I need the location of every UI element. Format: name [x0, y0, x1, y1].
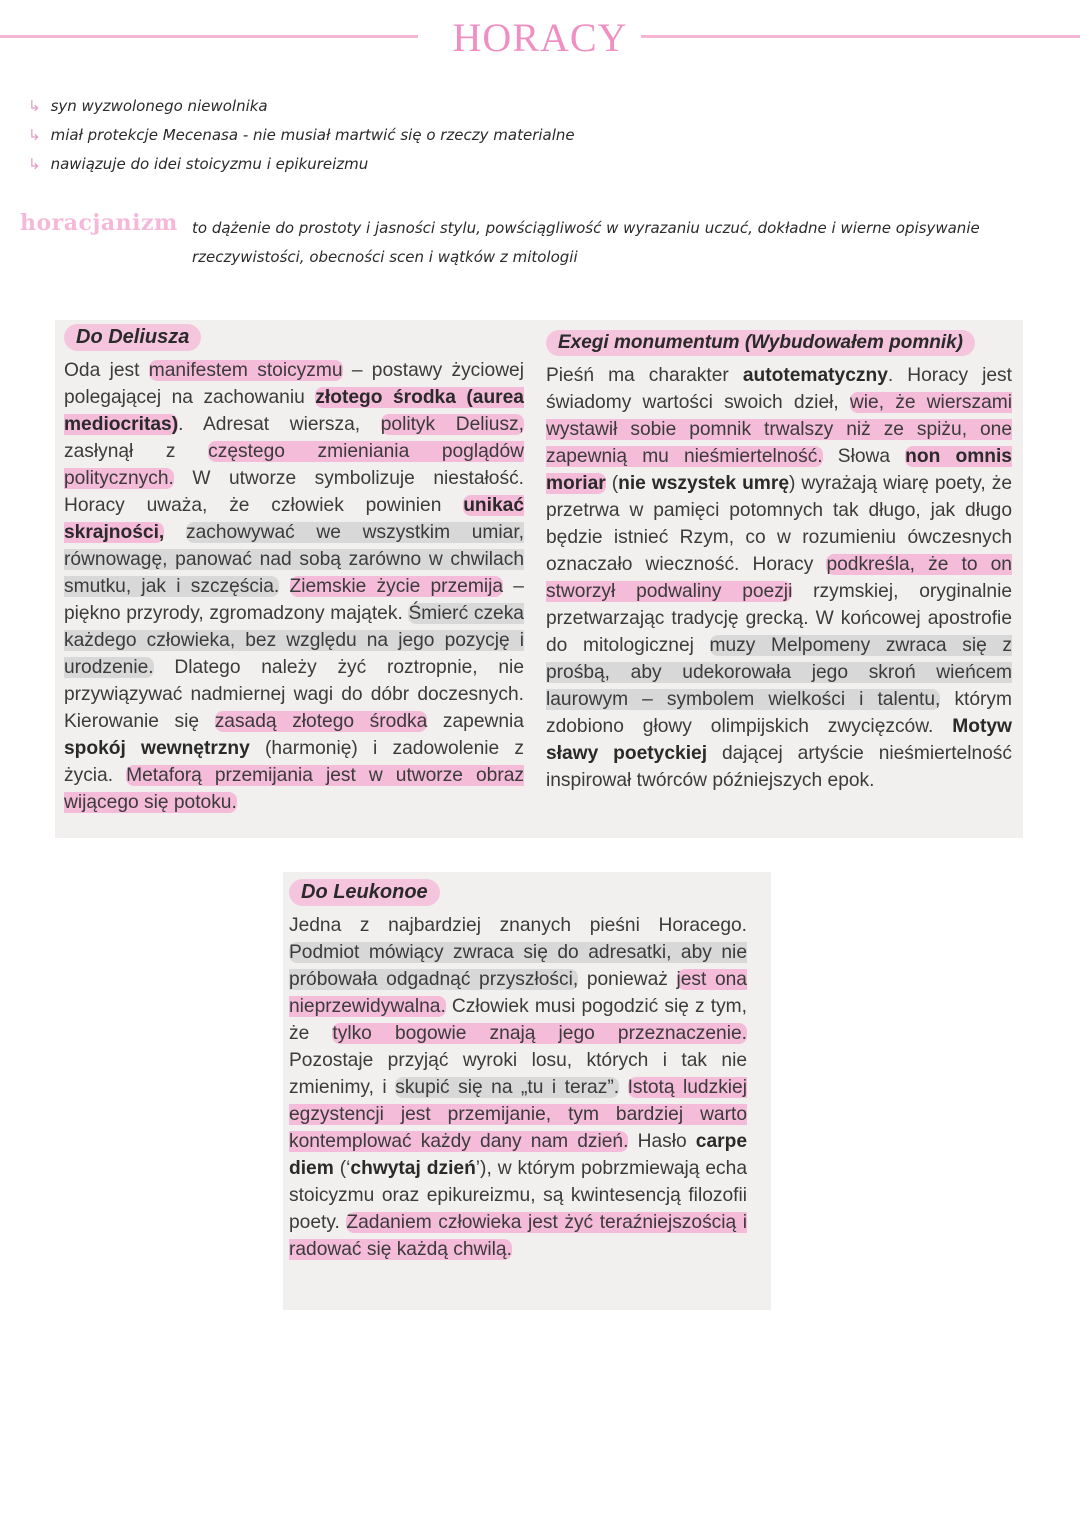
arrow-icon: ↳ — [28, 126, 41, 144]
arrow-icon: ↳ — [28, 155, 41, 173]
biography-notes — [28, 92, 575, 179]
page-title: HORACY — [0, 14, 1080, 61]
card-body: Oda jest manifestem stoicyzmu – postawy życiowej polegającej na zachowaniu złotego środka (aurea mediocritas). Adresat wiersza, polityk Deliusz, zasłynął z częstego zmieniania poglądów politycznych. W utworze symbolizuje niestałość. Horacy uważa, że człowiek powinien unikać skrajności, zachowywać we wszystkim umiar, równowagę, panować nad sobą zarówno w chwilach smutku, jak i szczęścia. Ziemskie życie przemija – piękno przyrody, zgromadzony majątek. Śmierć czeka każdego człowieka, bez względu na jego pozycję i urodzenie. Dlatego należy żyć roztropnie, nie przywiązywać nadmiernej wagi do dóbr doczesnych. Kierowanie się zasadą złotego środka zapewnia spokój wewnętrzny (harmonię) i zadowolenie z życia. Metaforą przemijania jest w utworze obraz wijącego się potoku. — [64, 360, 524, 813]
card-do-deliusza — [64, 324, 524, 816]
note-item: ↳ miał protekcje Mecenasa - nie musiał martwić się o rzeczy materialne — [28, 126, 575, 144]
card-do-leukonoe — [289, 879, 747, 1263]
card-body: Pieśń ma charakter autotematyczny. Horacy jest świadomy wartości swoich dzieł, wie, że wierszami wystawił sobie pomnik trwalszy niż ze spiżu, one zapewnią mu nieśmiertelność. Słowa non omnis moriar (nie wszystek umrę) wyrażają wiarę poety, że przetrwa w pamięci potomnych tak długo, jak długo będzie istnieć Rzym, co w rozumieniu ówczesnych oznaczało wieczność. Horacy podkreśla, że to on stworzył podwaliny poezji rzymskiej, oryginalnie przetwarzając tradycję grecką. W końcowej apostrofie do mitologicznej muzy Melpomeny zwraca się z prośbą, aby udekorowała jego skroń wieńcem laurowym – symbolem wielkości i talentu, którym zdobiono głowy olimpijskich zwycięzców. Motyw sławy poetyckiej dającej artyście nieśmiertelność inspirował twórców późniejszych epok. — [546, 365, 1013, 791]
card-title: Exegi monumentum (Wybudowałem pomnik) — [546, 330, 975, 356]
card-title: Do Leukonoe — [289, 879, 440, 906]
card-body: Jedna z najbardziej znanych pieśni Horacego. Podmiot mówiący zwraca się do adresatki, aby nie próbowała odgadnąć przyszłości, ponieważ jest ona nieprzewidywalna. Człowiek musi pogodzić się z tym, że tylko bogowie znają jego przeznaczenie. Pozostaje przyjąć wyroki losu, których i tak nie zmienimy, i skupić się na „tu i teraz”. Istotą ludzkiej egzystencji jest przemijanie, tym bardziej warto kontemplować każdy dany nam dzień. Hasło carpe diem (‘chwytaj dzień’), w którym pobrzmiewają echa stoicyzmu oraz epikureizmu, są kwintesencją filozofii poety. Zadaniem człowieka jest żyć teraźniejszością i radować się każdą chwilą. — [289, 915, 747, 1260]
definition-text: to dążenie do prostoty i jasności stylu, powściągliwość w wyrazaniu uczuć, dokładne i wierne opisywanie rzeczywistości, obecności scen i wątków z mitologii — [192, 219, 980, 266]
note-item: ↳ syn wyzwolonego niewolnika — [28, 97, 268, 115]
card-exegi-monumentum — [546, 330, 1012, 794]
card-title: Do Deliusza — [64, 324, 201, 351]
definition-term: horacjanizm — [20, 210, 178, 236]
note-item: ↳ nawiązuje do idei stoicyzmu i epikureizmu — [28, 155, 369, 173]
arrow-icon: ↳ — [28, 97, 41, 115]
